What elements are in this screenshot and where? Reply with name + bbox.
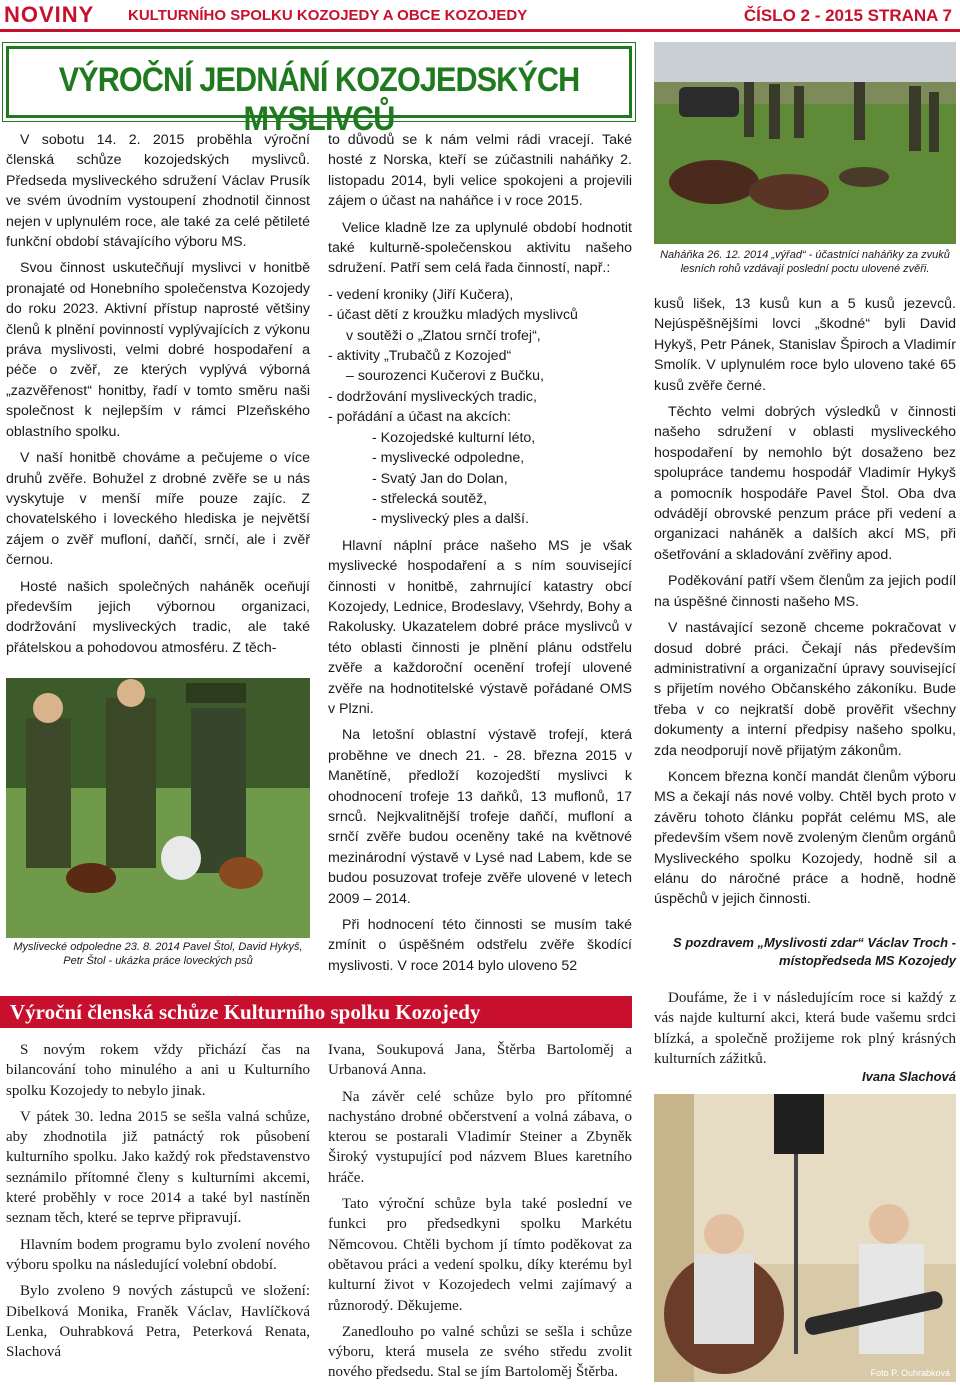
list-item: - vedení kroniky (Jiří Kučera), (328, 286, 514, 303)
paragraph: S novým rokem vždy přichází čas na bilancování toho minulého a ani u Kulturního spolku Kozojedy to nebylo jinak. (6, 1042, 310, 1099)
article1-column-3 (654, 294, 956, 916)
newsletter-name: NOVINY (4, 2, 95, 27)
list-item: - pořádání a účast na akcích: (328, 409, 511, 426)
paragraph: Koncem března končí mandát členům výboru MS a čekají nás nové volby. Chtěl bych proto v závěru tohoto článku popřát celému MS, ale především všem nově zvoleným členům orgánů Mysliveckého spolku Kozojedy, hodně sil a elánu do náročné práce a hodně, hodně úspěchů v jejich činnosti. (654, 768, 956, 908)
paragraph: Svou činnost uskutečňují myslivci v honitbě pronajaté od Honebního společenstva Kozojedy do roku 2023. Aktivní přístup naprosté většiny členů k plnění povinností vyplývajících z výkonu práva myslivosti, velmi dobré hospodaření a péče o zvěř, ze kterých vyplývá výborná „zazvěřenost“ honitby, řadí v tomto směru naši společnost k nejlepším v rámci Plzeňského oblastního spolku. (6, 260, 310, 440)
paragraph: Velice kladně lze za uplynulé období hodnotit také kulturně-společenskou aktivitu našeho sdružení. Patří sem celá řada činností, např.: (328, 219, 632, 277)
article1-column-2 (328, 130, 632, 982)
article2-column-1 (6, 1040, 310, 1368)
paragraph: Zanedlouho po valné schůzi se sešla i schůze výboru, která musela ze svého středu zvolit nového předsedu. Stal se jím Bartoloměj Štěrba. (328, 1323, 632, 1381)
issue-page-number: ČÍSLO 2 - 2015 STRANA 7 (743, 6, 952, 25)
paragraph: Bylo zvoleno 9 nových zástupců ve složení: Dibelková Monika, Franěk Václav, Havlíčková Lenka, Ouhrabková Petra, Peterková Renata, Slachová (6, 1283, 310, 1361)
paragraph: Hosté našich společných nahánĕk oceňují především jejich výbornou organizaci, dodržování mysliveckých tradic, ale také přátelskou a pohodovou atmosféru. Z těch- (6, 578, 310, 656)
list-item: - účast dětí z kroužku mladých myslivců (328, 307, 578, 324)
article2-column-2 (328, 1040, 632, 1385)
newsletter-subtitle: KULTURNÍHO SPOLKU KOZOJEDY A OBCE KOZOJEDY (128, 7, 528, 24)
photo-credit: Foto P. Ouhrabková (870, 1368, 950, 1378)
list-item: - myslivecký ples a další. (372, 511, 529, 528)
paragraph: V pátek 30. ledna 2015 se sešla valná schůze, aby zhodnotila již patnáctý rok působení kulturního spolku. Jako každý rok představenstvo seznámilo přítomné členy s kulturními akcemi, které proběhly v roce 2014 a také byl nastíněn seznam těch, které se teprve připravují. (6, 1108, 310, 1227)
paragraph: kusů lišek, 13 kusů kun a 5 kusů jezevců. Nejúspěšnějšími lovci „škodné“ byli David Hykyš, Petr Pánek, Stanislav Špiroch a Vladimír Smolík. V uplynulém roce bylo uloveno také 65 kusů zvěře černé. (654, 296, 956, 394)
paragraph: V naší honitbě chováme a pečujeme o více druhů zvěře. Bohužel z drobné zvěře se u nás vyskytuje v menší míře pouze zajíc. Z chovatelského i loveckého hlediska je největší zájem o zvěř mufloní, daňčí, srnčí, ale i zvěř černou. (6, 450, 310, 569)
list-item: - aktivity „Trubačů z Kozojed“ (328, 348, 512, 365)
article2-signature: Ivana Slachová (862, 1069, 956, 1084)
activity-list (328, 285, 632, 428)
paragraph: Poděkování patří všem členům za jejich podíl na úspěšné činnosti našeho MS. (654, 573, 956, 610)
list-item: - myslivecké odpoledne, (372, 450, 525, 467)
list-item: – sourozenci Kučerovi z Bučku, (346, 368, 544, 385)
article1-signature: S pozdravem „Myslivosti zdar“ Václav Troch - místopředseda MS Kozojedy (673, 935, 956, 968)
article1-column-1 (6, 130, 310, 664)
paragraph: Hlavním bodem programu bylo zvolení nového výboru spolku na následující volební období. (6, 1236, 310, 1273)
paragraph: V sobotu 14. 2. 2015 proběhla výroční členská schůze kozojedských myslivců. Předseda mysliveckého sdružení Václav Prusík ve svém úvodním vystoupení zhodnotil činnost nejen v uplynulém roce, ale také za celé pětileté funkční období stávajícího výboru MS. (6, 132, 310, 251)
article2-column-3 (654, 988, 956, 1075)
band-photo (654, 1094, 956, 1382)
paragraph: Na závěr celé schůze bylo pro přítomné nachystáno drobné občerstvení a volná zábava, o kterou se postarali Vladimír Steiner a Zbyněk Široký vystupující pod názvem Blues karetního hráče. (328, 1088, 632, 1186)
paragraph: Při hodnocení této činnosti se musím také zmínit o úspěšném odstřelu zvěře škodící myslivosti. V roce 2014 bylo uloveno 52 (328, 917, 632, 974)
paragraph: to důvodů se k nám velmi rádi vracejí. Také hosté z Norska, kteří se zúčastnili naháňky 2. listopadu 2014, byli velice spokojeni a projevili zájem o účast na naháňce i v roce 2015. (328, 132, 632, 210)
dogs-photo (6, 678, 310, 938)
event-sublist (328, 428, 632, 530)
paragraph: Tato výroční schůze byla také poslední ve funkci pro předsedkyni spolku Markétu Němcovou. Chtěli bychom jí tímto poděkovat za obětavou práci a vedení spolku, díky kterému byl kulturní život v Kozojedech velmi zajímavý a různorodý. Děkujeme. (328, 1196, 632, 1314)
article-title: VÝROČNÍ JEDNÁNÍ KOZOJEDSKÝCH MYSLIVCŮ (58, 61, 580, 138)
article2-title: Výroční členská schůze Kulturního spolku Kozojedy (10, 1000, 481, 1024)
paragraph: Ivana, Soukupová Jana, Štěrba Bartoloměj a Urbanová Anna. (328, 1042, 632, 1079)
paragraph: V nastávající sezoně chceme pokračovat v dosud dobré práci. Čekají nás především administrativní a organizační úpravy související s přijetím nového Občanského zákoníku. Bude třeba v co nejkratší době prověřit všechny dokumenty a interní předpisy našeho spolku, zda neodporují nově přijatým zákonům. (654, 620, 956, 759)
paragraph: Na letošní oblastní výstavě trofejí, která proběhne ve dnech 21. - 28. března 2015 v Manětíně, předloží kozojedští myslivci k ohodnocení trofeje 13 daňků, 13 muflonů, 17 srnců. Nejkvalitnější trofeje daňčí, mufloní a srnčí zvěře budou oceněny také na květnové mezinárodní výstavě v Lysé nad Labem, kde se budou posuzovat trofeje zvěře ulovené v letech 2009 – 2014. (328, 727, 632, 907)
hunt-photo-caption: Naháňka 26. 12. 2014 „výřad“ - účastníci naháňky za zvuků lesních rohů vzdávají poslední poctu ulovené zvěři. (660, 249, 950, 275)
hunt-photo (654, 42, 956, 244)
list-item: - střelecká soutěž, (372, 490, 488, 507)
paragraph: Těchto velmi dobrých výsledků v činnosti našeho sdružení v oblasti mysliveckého hospodaření by nemohlo být dosaženo bez spolupráce tandemu hospodář Vladimír Hykyš a pomocník hospodáře Pavel Štol. Oba dva odvádějí obrovské penzum práce při vedení a organizaci naháněk a dalších akcí MS, při ošetřování a skladování zvěřiny apod. (654, 404, 956, 563)
list-item: - dodržování mysliveckých tradic, (328, 388, 537, 405)
paragraph: Doufáme, že i v následujícím roce si každý z vás najde kulturní akci, která bude vašemu srdci blízká, a společně prožijeme rok plný krásných kulturních zážitků. (654, 990, 956, 1067)
list-item: - Kozojedské kulturní léto, (372, 429, 536, 446)
dogs-photo-caption: Myslivecké odpoledne 23. 8. 2014 Pavel Štol, David Hykyš, Petr Štol - ukázka práce loveckých psů (13, 941, 303, 967)
paragraph: Hlavní náplní práce našeho MS je však myslivecké hospodaření a s ním související činnosti v honitbě, zahrnující katastry obcí Kozojedy, Lednice, Brodeslavy, Všehrdy, Bohy a Rakolusky. Ukazatelem dobré práce myslivců v této oblasti činnosti je plnění plánu odstřelu zvěře a každoroční ocenění trofejí ulovené zvěře na hodnotitelské výstavě pořádané OMS v Plzni. (328, 537, 632, 717)
article2-title-band (0, 996, 632, 1028)
article-title-box (6, 46, 632, 138)
list-item: v soutěži o „Zlatou srnčí trofej“, (346, 327, 541, 344)
newsletter-header (0, 0, 960, 32)
list-item: - Svatý Jan do Dolan, (372, 470, 508, 487)
